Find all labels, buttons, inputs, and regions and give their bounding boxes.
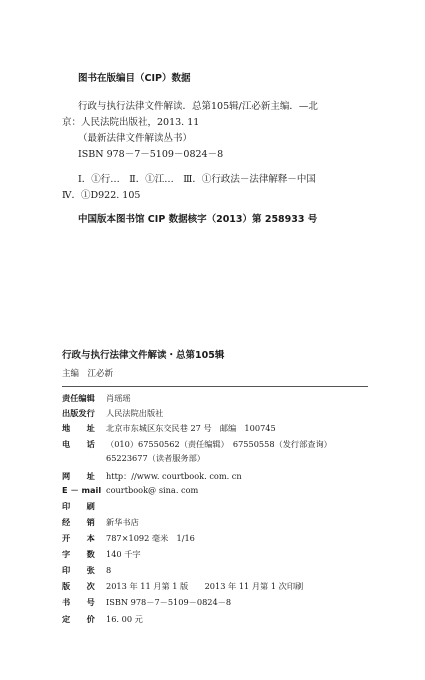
colophon-label: 开 本: [62, 533, 95, 543]
book-editor: 主编 江必新: [62, 369, 114, 379]
cip-database-number: 中国版本图书馆 CIP 数据核字（2013）第 258933 号: [78, 214, 318, 225]
book-title: 行政与执行法律文件解读・总第105辑: [62, 350, 225, 361]
colophon-label: 书 号: [62, 597, 95, 607]
colophon-label: 责任编辑: [62, 393, 95, 403]
colophon-label: 版 次: [62, 581, 95, 591]
colophon-value: 肖瑶瑶: [106, 393, 131, 403]
colophon-label: 网 址: [62, 471, 95, 481]
colophon-label: 经 销: [62, 517, 95, 527]
cip-entry-line-2: 京：人民法院出版社，2013. 11: [62, 117, 200, 128]
colophon-value: 人民法院出版社: [106, 408, 164, 418]
colophon-value: 北京市东城区东交民巷 27 号 邮编 100745: [106, 423, 276, 433]
colophon-label: 定 价: [62, 614, 95, 624]
colophon-label: 印 刷: [62, 501, 95, 511]
colophon-value: courtbook@ sina. com: [106, 485, 199, 495]
colophon-value: 新华书店: [106, 517, 139, 527]
colophon-label: 地 址: [62, 423, 95, 433]
cip-entry-line-1: 行政与执行法律文件解读．总第105辑/江必新主编．—北: [78, 101, 318, 112]
colophon-label: 电 话: [62, 439, 95, 449]
colophon-label: E － mail: [62, 485, 102, 495]
colophon-label: 字 数: [62, 549, 95, 559]
colophon-value: ISBN 978－7－5109－0824－8: [106, 597, 232, 607]
cip-series-line: （最新法律文件解读丛书）: [78, 133, 193, 144]
colophon-value: 16. 00 元: [106, 614, 143, 624]
colophon-value: 140 千字: [106, 549, 141, 559]
colophon-label: 印 张: [62, 565, 95, 575]
colophon-value: （010）67550562（责任编辑） 67550558（发行部查询）: [106, 439, 332, 449]
divider-rule: [62, 386, 368, 387]
colophon-value: 787×1092 毫米 1/16: [106, 533, 195, 543]
colophon-label: 出版发行: [62, 408, 95, 418]
cip-subject-line: Ⅰ．①行… Ⅱ．①江… Ⅲ．①行政法－法律解释－中国: [78, 174, 316, 185]
colophon-value: 8: [106, 565, 112, 575]
colophon-value: 65223677（读者服务部）: [106, 453, 205, 463]
cip-classification-line: Ⅳ．①D922. 105: [62, 190, 141, 201]
cip-title: 图书在版编目（CIP）数据: [78, 73, 191, 84]
colophon-value: http：//www. courtbook. com. cn: [106, 471, 242, 481]
colophon-value: 2013 年 11 月第 1 版 2013 年 11 月第 1 次印刷: [106, 581, 304, 591]
cip-isbn-line: ISBN 978－7－5109－0824－8: [78, 149, 224, 160]
